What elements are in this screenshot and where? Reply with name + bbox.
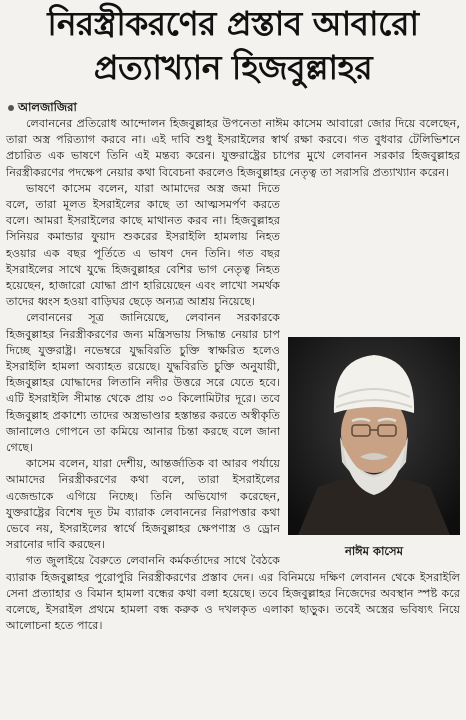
paragraph-2: ভাষণে কাসেম বলেন, যারা আমাদের অস্ত্র জমা দিতে বলে, তারা মূলত ইসরাইলের কাছে তা আত্মসমর্পণ করতে বলে। আমরা ইসরাইলের কাছে মাথানত করব না। হিজবুল্লাহর সিনিয়র কমান্ডার ফুয়াদ শুকরের ইসরাইলি হামলায় নিহত হওয়ার এক বছর পূর্তিতে এ ভাষণ দেন তিনি। গত বছর ইসরাইলের সাথে যুদ্ধে হিজবুল্লাহর বেশির ভাগ নেতৃত্ব নিহত হয়েছেন, হাজারো যোদ্ধা প্রাণ হারিয়েছেন এবং লাখো সমর্থক তাদের ধ্বংস হওয়া বাড়িঘর ছেড়ে অন্যত্র আশ্রয় নিয়েছে। xyxy=(6,181,280,309)
portrait-photo xyxy=(288,337,460,535)
paragraph-3: লেবাননের সূত্র জানিয়েছে, লেবানন সরকারকে হিজবুল্লাহর নিরস্ত্রীকরণের জন্য মন্ত্রিসভায় সিদ্ধান্ত নেয়ার চাপ দিচ্ছে যুক্তরাষ্ট্র। নভেম্বরে যুদ্ধবিরতি চুক্তি স্বাক্ষরিত হলেও ইসরাইলি হামলা অব্যাহত রয়েছে। যুদ্ধবিরতি চুক্তি অনুযায়ী, হিজবুল্লাহর যোদ্ধাদের লিতানি নদীর উত্তরে সরে যেতে হবে। এটি ইসরাইলি সীমান্ত থেকে প্রায় ৩০ কিলোমিটার দূরে। তবে হিজবুল্লাহ প্রকাশ্যে তাদের অস্ত্রভাণ্ডার হস্তান্তর করতে অস্বীকৃতি জানালেও গোপনে তা কমিয়ে আনার চিন্তা করছে বলে জানা গেছে। xyxy=(6,311,280,455)
headline-line-2: প্রত্যাখ্যান হিজবুল্লাহর xyxy=(93,48,373,87)
source-label: আলজাজিরা xyxy=(18,100,77,114)
headline-line-1: নিরস্ত্রীকরণের প্রস্তাব আবারো xyxy=(47,4,419,43)
paragraph-1: লেবাননের প্রতিরোধ আন্দোলন হিজবুল্লাহর উপনেতা নাঈম কাসেম আবারো জোর দিয়ে বলেছেন, তারা অস্ত্র পরিত্যাগ করবে না। এই দাবি শুধু ইসরাইলের স্বার্থ রক্ষা করবে। গত বুধবার টেলিভিশনে প্রচারিত এক ভাষণে তিনি এই মন্তব্য করেন। যুক্তরাষ্ট্রের চাপের মুখে লেবানন সরকার হিজবুল্লাহর নিরস্ত্রীকরণের পদক্ষেপ নেয়ার কথা বিবেচনা করলেও হিজবুল্লাহর নেতৃত্ব তা সরাসরি প্রত্যাখ্যান করেন। xyxy=(6,117,460,179)
source-line xyxy=(8,99,77,115)
article-body xyxy=(6,116,460,635)
photo-block xyxy=(288,337,460,567)
photo-caption: নাঈম কাসেম xyxy=(344,543,404,558)
headline xyxy=(0,0,466,90)
paragraph-5: গত জুলাইয়ে বৈরুতে লেবাননি কর্মকর্তাদের সাথে বৈঠকে ব্যারাক হিজবুল্লাহর পুরোপুরি নিরস্ত্রীকরণের প্রস্তাব দেন। এর বিনিময়ে দক্ষিণ লেবানন থেকে ইসরাইলি সেনা প্রত্যাহার ও বিমান হামলা বন্ধের কথা বলা হয়েছে। তবে হিজবুল্লাহর নিজেদের অবস্থান স্পষ্ট করে বলেছে, ইসরাইল প্রথমে হামলা বন্ধ করুক ও দখলকৃত এলাকা ছাড়ুক। তবেই অস্ত্রের ভবিষ্যৎ নিয়ে আলোচনা হতে পারে। xyxy=(6,554,460,633)
paragraph-4: কাসেম বলেন, যারা দেশীয়, আন্তর্জাতিক বা আরব পর্যায়ে আমাদের নিরস্ত্রীকরণের কথা বলে, তারা ইসরাইলের এজেন্ডাকে এগিয়ে নিচ্ছে। তিনি অভিযোগ করেছেন, যুক্তরাষ্ট্রের বিশেষ দূত টম ব্যারাক লেবাননের নিরাপত্তার কথা ভেবে নয়, ইসরাইলের স্বার্থে হিজবুল্লাহর ক্ষেপণাস্ত্র ও ড্রোন সরানোর দাবি করছেন। xyxy=(6,457,280,552)
bullet-dot-icon xyxy=(8,105,14,111)
